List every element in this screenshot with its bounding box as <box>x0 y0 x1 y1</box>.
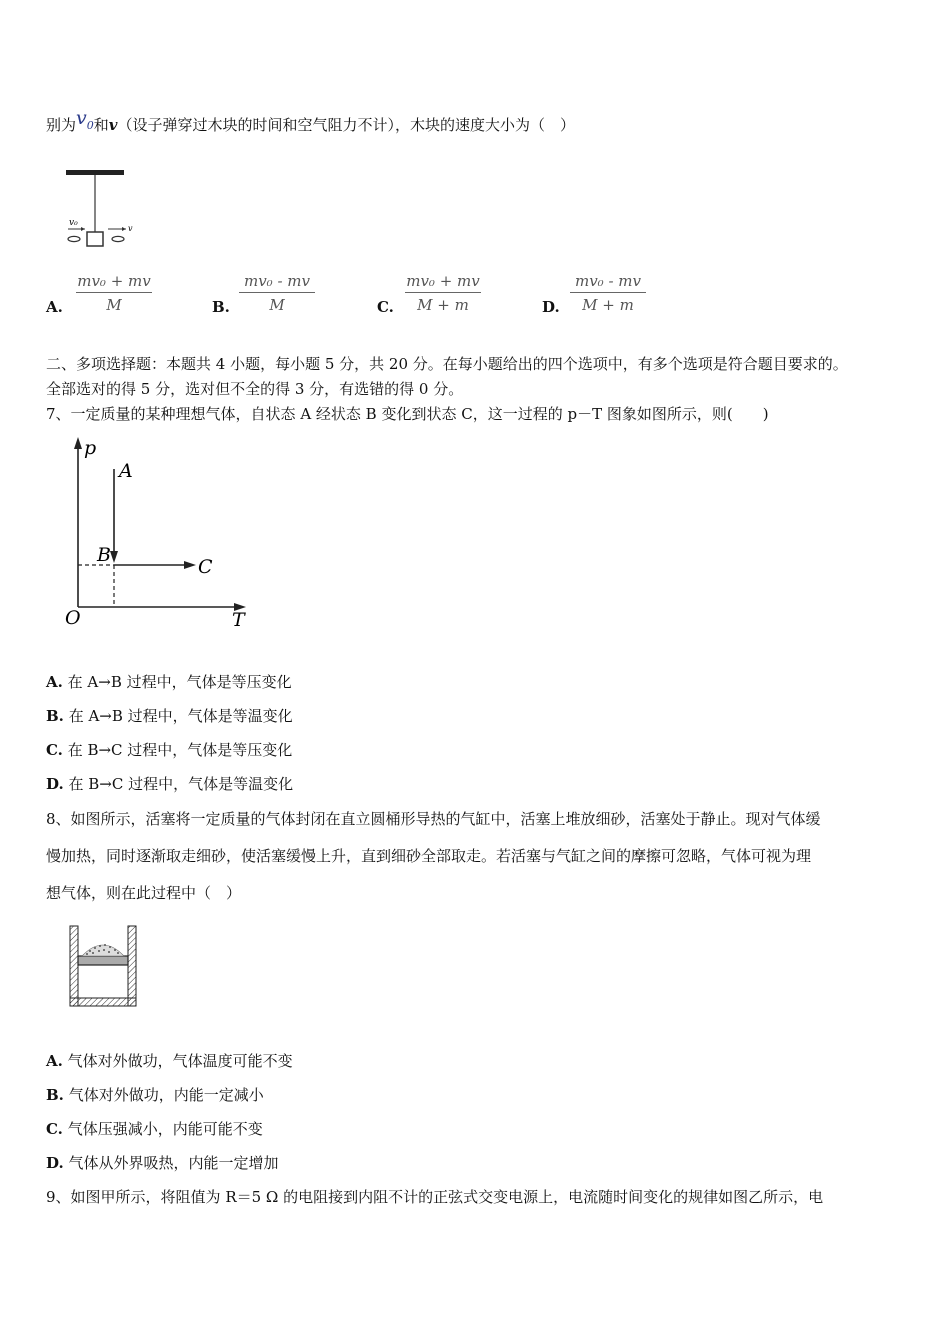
numerator: mv₀ + mv <box>405 272 481 293</box>
section2-line2: 全部选对的得 5 分，选对但不全的得 3 分，有选错的得 0 分。 <box>46 380 464 398</box>
point-c-label: C <box>198 556 213 578</box>
q8-stem-line3: 想气体，则在此过程中（ ） <box>46 884 242 902</box>
q7-pt-graph <box>60 433 260 633</box>
v0-symbol: $v_0$ <box>76 107 94 132</box>
numerator: mv₀ - mv <box>239 272 315 293</box>
q8-stem-line2: 慢加热，同时逐渐取走细砂，使活塞缓慢上升，直到细砂全部取走。若活塞与气缸之间的摩擦可忽略，气体可视为理 <box>46 847 812 865</box>
origin-label: O <box>65 607 81 629</box>
q7-option-a[interactable]: A. 在 A→B 过程中，气体是等压变化 <box>46 673 292 691</box>
q8-option-d[interactable]: D. 气体从外界吸热，内能一定增加 <box>46 1154 279 1172</box>
q8-option-a[interactable]: A. 气体对外做功，气体温度可能不变 <box>46 1052 293 1070</box>
numerator: mv₀ + mv <box>76 272 152 293</box>
x-axis-label: T <box>232 609 245 631</box>
fig-v-label: v <box>128 224 133 233</box>
point-b-label: B <box>97 544 111 566</box>
denominator: M + m <box>582 296 634 314</box>
q8-stem-line1: 8、如图所示，活塞将一定质量的气体封闭在直立圆桶形导热的气缸中，活塞上堆放细砂，活塞处于静止。现对气体缓 <box>46 810 821 828</box>
numerator: mv₀ - mv <box>570 272 646 293</box>
point-a-label: A <box>119 460 133 482</box>
denominator: M <box>106 296 122 314</box>
fig-v0-label: v₀ <box>69 218 78 228</box>
q7-option-b[interactable]: B. 在 A→B 过程中，气体是等温变化 <box>46 707 293 725</box>
q8-option-b[interactable]: B. 气体对外做功，内能一定减小 <box>46 1086 264 1104</box>
q7-option-c[interactable]: C. 在 B→C 过程中，气体是等压变化 <box>46 741 293 759</box>
q8-option-c[interactable]: C. 气体压强减小，内能可能不变 <box>46 1120 263 1138</box>
denominator: M + m <box>417 296 469 314</box>
y-axis-label: p <box>84 437 97 459</box>
q9-stem: 9、如图甲所示，将阻值为 R＝5 Ω 的电阻接到内阻不计的正弦式交变电源上，电流随时间变化的规律如图乙所示，电 <box>46 1188 824 1206</box>
q8-cylinder-figure <box>66 922 142 1008</box>
section2-line1: 二、多项选择题：本题共 4 小题，每小题 5 分，共 20 分。在每小题给出的四个选项中，有多个选项是符合题目要求的。 <box>46 355 848 373</box>
q7-stem: 7、一定质量的某种理想气体，自状态 A 经状态 B 变化到状态 C，这一过程的 p－T 图象如图所示，则( ) <box>46 405 769 423</box>
q7-option-d[interactable]: D. 在 B→C 过程中，气体是等温变化 <box>46 775 294 793</box>
q6-stem: 别为$v_0$和v（设子弹穿过木块的时间和空气阻力不计），木块的速度大小为（ ） <box>46 107 575 134</box>
denominator: M <box>269 296 285 314</box>
q6-pendulum-figure <box>60 168 150 250</box>
